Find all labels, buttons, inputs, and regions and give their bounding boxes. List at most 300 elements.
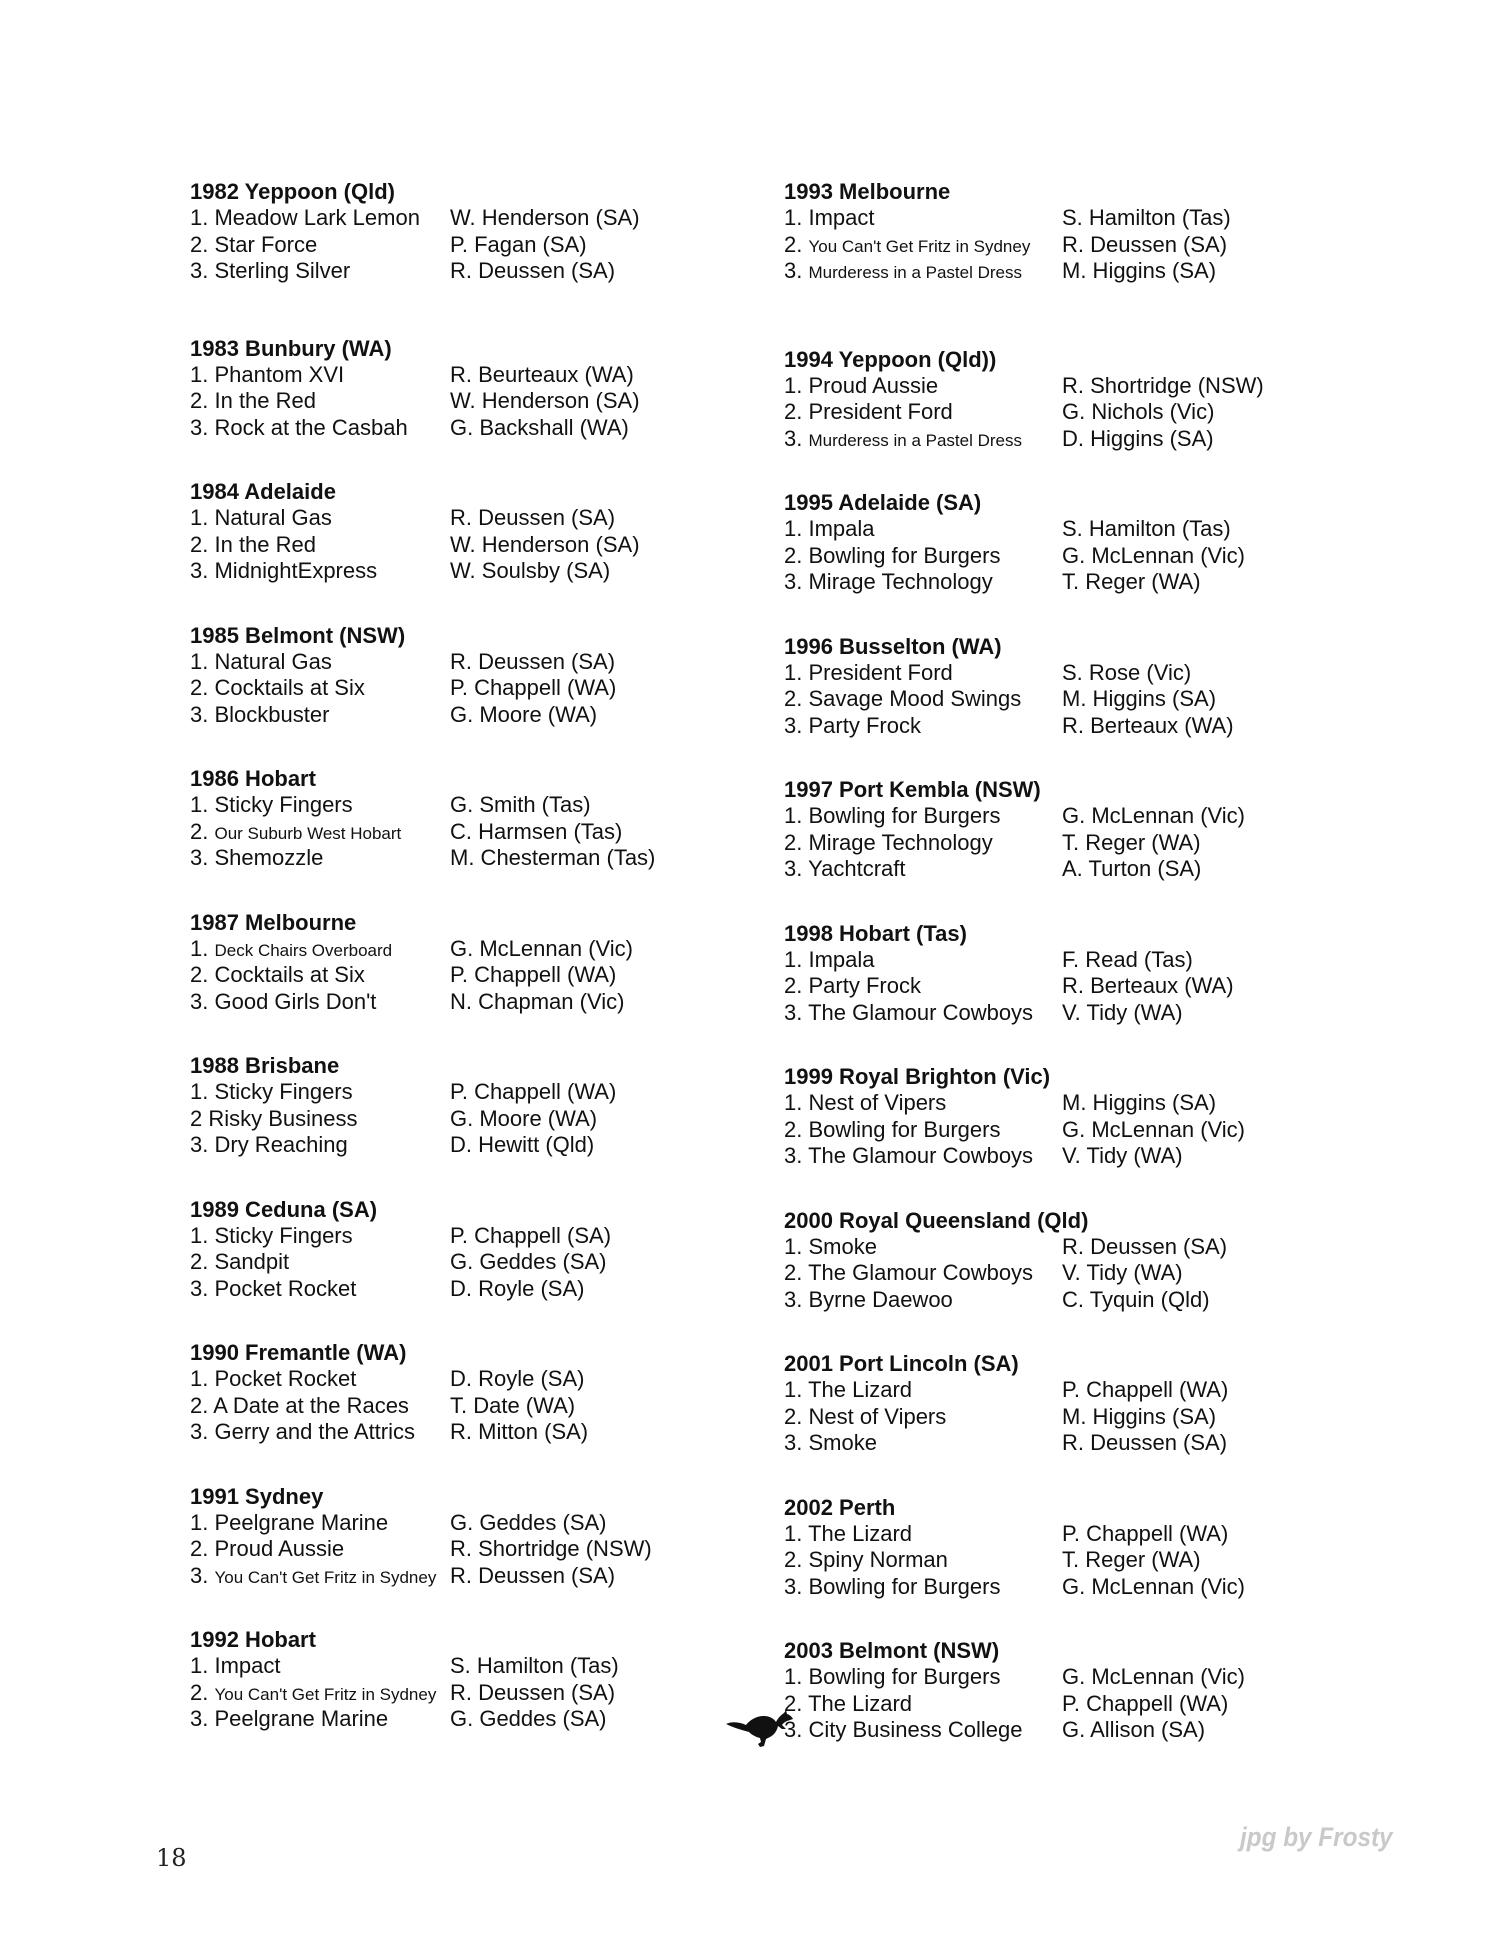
place-number: 2. [784, 1260, 803, 1285]
boat-name: The Glamour Cowboys [808, 1143, 1034, 1168]
place-number: 3. [190, 988, 209, 1014]
skipper-name: R. Berteaux (WA) [1062, 712, 1234, 738]
boat-cell [190, 1366, 450, 1393]
result-row [784, 1521, 1344, 1548]
boat-name: Nest of Vipers [808, 1090, 947, 1115]
year-heading: 1994 Yeppoon (Qld)) [784, 346, 997, 372]
credit-watermark: jpg by Frosty [1240, 1822, 1393, 1852]
boat-name: Our Suburb West Hobart [214, 823, 402, 843]
skipper-name: T. Reger (WA) [1062, 829, 1201, 855]
result-row [784, 947, 1344, 974]
boat-name: The Lizard [808, 1690, 913, 1716]
result-row [190, 1393, 750, 1420]
skipper-name: W. Henderson (SA) [450, 531, 640, 557]
boat-cell [784, 258, 1062, 285]
skipper-name: M. Higgins (SA) [1062, 686, 1217, 711]
year-block [190, 335, 750, 442]
boat-cell [784, 1430, 1062, 1457]
skipper-name: D. Higgins (SA) [1062, 425, 1214, 451]
boat-cell [784, 1117, 1062, 1144]
year-heading: 1986 Hobart [190, 766, 316, 791]
boat-name: Gerry and the Attrics [214, 1419, 416, 1444]
boat-name: Impala [808, 516, 875, 541]
result-row [190, 532, 750, 559]
boat-name: Mirage Technology [808, 829, 993, 855]
place-number: 1. [190, 505, 209, 530]
year-block [784, 920, 1344, 1027]
skipper-name: A. Turton (SA) [1062, 856, 1202, 881]
result-row [190, 1276, 750, 1303]
boat-name: Sticky Fingers [214, 1222, 353, 1248]
year-block [190, 178, 750, 285]
year-block [784, 1350, 1344, 1457]
boat-name: Proud Aussie [214, 1536, 345, 1561]
boat-name: Nest of Vipers [808, 1403, 947, 1429]
result-row [784, 399, 1344, 426]
boat-name: Party Frock [808, 712, 921, 738]
result-row [784, 803, 1344, 830]
boat-name: Pocket Rocket [214, 1366, 357, 1391]
boat-cell [190, 1393, 450, 1420]
place-number: 3. [784, 425, 803, 451]
place-number: 3. [784, 1573, 803, 1599]
boat-cell [784, 1143, 1062, 1170]
result-row [784, 1430, 1344, 1457]
boat-name: A Date at the Races [213, 1392, 409, 1418]
result-row [190, 936, 750, 963]
boat-name: Bowling for Burgers [808, 1664, 1001, 1689]
place-number: 1. [190, 1222, 209, 1248]
year-block [190, 1052, 750, 1159]
place-number: 3. [190, 258, 209, 283]
year-block [190, 909, 750, 1016]
result-row [784, 1377, 1344, 1404]
boat-name: Bowling for Burgers [808, 803, 1001, 828]
place-number: 2. [190, 962, 209, 987]
result-row [190, 989, 750, 1016]
place-number: 2. [784, 973, 803, 998]
boat-cell [784, 1260, 1062, 1287]
skipper-name: C. Tyquin (Qld) [1062, 1286, 1210, 1312]
place-number: 3. [190, 1132, 209, 1157]
place-number: 3. [190, 845, 209, 870]
skipper-name: R. Deussen (SA) [1062, 231, 1228, 257]
place-number: 3. [190, 414, 209, 440]
place-number: 3. [190, 1706, 209, 1731]
skipper-name: R. Deussen (SA) [450, 1562, 616, 1588]
skipper-name: C. Harmsen (Tas) [450, 818, 623, 844]
place-number: 2. [784, 231, 803, 257]
result-row [784, 1090, 1344, 1117]
boat-name: Mirage Technology [808, 569, 993, 594]
boat-name: Murderess in a Pastel Dress [808, 430, 1023, 450]
result-row [784, 205, 1344, 232]
boat-cell [784, 569, 1062, 596]
boat-name: The Glamour Cowboys [808, 999, 1034, 1025]
place-number: 2. [190, 1679, 209, 1705]
place-number: 3. [190, 558, 209, 583]
result-row [784, 373, 1344, 400]
year-block [784, 776, 1344, 883]
place-number: 2. [784, 1690, 803, 1716]
year-block [190, 765, 750, 872]
place-number: 1. [190, 935, 209, 961]
skipper-name: G. Geddes (SA) [450, 1509, 607, 1535]
skipper-name: D. Royle (SA) [450, 1275, 585, 1301]
place-number: 3. [784, 999, 803, 1025]
boat-cell [784, 973, 1062, 1000]
boat-cell [784, 1521, 1062, 1548]
boat-name: Natural Gas [214, 648, 332, 674]
year-heading: 1989 Ceduna (SA) [190, 1196, 378, 1222]
skipper-name: R. Deussen (SA) [450, 505, 616, 530]
skipper-name: R. Deussen (SA) [1062, 1430, 1228, 1455]
result-row [190, 388, 750, 415]
boat-name: Meadow Lark Lemon [214, 205, 420, 230]
year-heading: 1993 Melbourne [784, 179, 951, 204]
boat-cell [190, 388, 450, 415]
result-row [784, 232, 1344, 259]
skipper-name: R. Berteaux (WA) [1062, 973, 1234, 998]
year-heading: 1996 Busselton (WA) [784, 633, 1002, 659]
boat-cell [784, 947, 1062, 974]
skipper-name: G. Smith (Tas) [450, 792, 591, 817]
skipper-name: F. Read (Tas) [1062, 946, 1193, 972]
boat-name: City Business College [808, 1717, 1023, 1742]
year-heading: 1991 Sydney [190, 1483, 324, 1509]
skipper-name: G. McLennan (Vic) [1062, 803, 1246, 828]
place-number: 1. [784, 1233, 803, 1259]
year-heading: 2001 Port Lincoln (SA) [784, 1351, 1019, 1376]
boat-name: Impala [808, 946, 875, 972]
place-number: 1. [784, 1090, 803, 1115]
skipper-name: W. Henderson (SA) [450, 388, 640, 413]
boat-name: Bowling for Burgers [808, 1573, 1001, 1599]
boat-cell [784, 803, 1062, 830]
boat-name: You Can't Get Fritz in Sydney [214, 1567, 437, 1587]
boat-cell [190, 649, 450, 676]
boat-name: Murderess in a Pastel Dress [808, 263, 1023, 282]
boat-cell [190, 936, 450, 963]
boat-name: Sandpit [214, 1249, 290, 1274]
boat-name: Party Frock [808, 973, 921, 998]
skipper-name: T. Date (WA) [450, 1392, 576, 1418]
result-row [190, 1249, 750, 1276]
result-row [784, 1234, 1344, 1261]
result-row [784, 830, 1344, 857]
skipper-name: D. Hewitt (Qld) [450, 1132, 595, 1157]
result-row [190, 792, 750, 819]
result-row [784, 686, 1344, 713]
boat-name: In the Red [214, 531, 316, 557]
boat-name: You Can't Get Fritz in Sydney [808, 236, 1031, 256]
result-row [190, 1079, 750, 1106]
boat-name: Sticky Fingers [214, 792, 353, 817]
place-number: 3. [190, 1419, 209, 1444]
result-row [190, 205, 750, 232]
place-number: 2. [190, 818, 209, 844]
result-row [190, 362, 750, 389]
skipper-name: G. McLennan (Vic) [1062, 1664, 1246, 1689]
boat-name: Savage Mood Swings [808, 686, 1022, 711]
place-number: 1. [190, 1509, 209, 1535]
year-heading: 1983 Bunbury (WA) [190, 335, 392, 361]
boat-cell [190, 702, 450, 729]
boat-name: The Glamour Cowboys [808, 1260, 1034, 1285]
boat-name: The Lizard [808, 1377, 913, 1402]
skipper-name: G. Moore (WA) [450, 1105, 598, 1131]
boat-name: President Ford [808, 659, 953, 685]
year-heading: 2002 Perth [784, 1494, 896, 1520]
skipper-name: M. Higgins (SA) [1062, 1403, 1217, 1429]
left-results-column [190, 178, 750, 1770]
year-heading: 1992 Hobart [190, 1627, 316, 1652]
result-row [784, 1117, 1344, 1144]
boat-cell [784, 426, 1062, 453]
boat-cell [784, 399, 1062, 426]
boat-cell [190, 1249, 450, 1276]
result-row [190, 1132, 750, 1159]
skipper-name: S. Rose (Vic) [1062, 659, 1192, 685]
place-number: 2. [190, 388, 209, 413]
skipper-name: P. Chappell (WA) [1062, 1377, 1229, 1402]
year-block [190, 622, 750, 729]
boat-name: Risky Business [208, 1105, 358, 1131]
boat-cell [190, 1079, 450, 1106]
place-number: 2. [190, 675, 209, 700]
result-row [784, 543, 1344, 570]
boat-name: Bowling for Burgers [808, 542, 1001, 568]
year-heading: 1990 Fremantle (WA) [190, 1340, 407, 1365]
place-number: 1. [190, 205, 209, 230]
skipper-name: S. Hamilton (Tas) [450, 1653, 619, 1678]
result-row [190, 1106, 750, 1133]
skipper-name: D. Royle (SA) [450, 1366, 585, 1391]
year-block [190, 478, 750, 585]
boat-cell [190, 845, 450, 872]
skipper-name: G. McLennan (Vic) [1062, 1573, 1246, 1599]
result-row [784, 569, 1344, 596]
boat-cell [190, 532, 450, 559]
result-row [190, 1563, 750, 1590]
skipper-name: M. Chesterman (Tas) [450, 845, 656, 870]
boat-cell [190, 792, 450, 819]
boat-cell [190, 819, 450, 846]
skipper-name: N. Chapman (Vic) [450, 988, 625, 1014]
year-block [784, 178, 1344, 285]
result-row [784, 1691, 1344, 1718]
result-row [784, 856, 1344, 883]
boat-name: Sterling Silver [214, 258, 351, 283]
result-row [190, 415, 750, 442]
boat-cell [784, 232, 1062, 259]
result-row [784, 1717, 1344, 1744]
boat-cell [784, 1234, 1062, 1261]
boat-cell [784, 205, 1062, 232]
result-row [190, 1706, 750, 1733]
year-block [784, 346, 1344, 453]
result-row [190, 1510, 750, 1537]
skipper-name: S. Hamilton (Tas) [1062, 516, 1231, 541]
place-number: 2. [784, 1403, 803, 1429]
place-number: 1. [190, 1079, 209, 1104]
boat-name: Rock at the Casbah [214, 414, 408, 440]
result-row [190, 1419, 750, 1446]
boat-cell [190, 1223, 450, 1250]
boat-cell [784, 1664, 1062, 1691]
result-row [784, 426, 1344, 453]
year-heading: 1998 Hobart (Tas) [784, 920, 967, 946]
place-number: 1. [190, 1653, 209, 1678]
result-row [190, 1366, 750, 1393]
place-number: 2. [784, 829, 803, 855]
boat-name: Shemozzle [214, 845, 324, 870]
year-block [784, 1494, 1344, 1601]
skipper-name: V. Tidy (WA) [1062, 1260, 1183, 1285]
place-number: 2. [784, 686, 803, 711]
skipper-name: P. Chappell (SA) [450, 1222, 612, 1248]
boat-cell [190, 1132, 450, 1159]
skipper-name: G. Backshall (WA) [450, 414, 629, 440]
year-heading: 1999 Royal Brighton (Vic) [784, 1064, 1051, 1089]
boat-name: Peelgrane Marine [214, 1706, 389, 1731]
skipper-name: S. Hamilton (Tas) [1062, 205, 1231, 230]
result-row [190, 845, 750, 872]
result-row [784, 258, 1344, 285]
skipper-name: W. Henderson (SA) [450, 205, 640, 230]
boat-name: MidnightExpress [214, 558, 378, 583]
result-row [784, 1404, 1344, 1431]
skipper-name: R. Shortridge (NSW) [1062, 372, 1264, 398]
boat-name: Cocktails at Six [214, 962, 365, 987]
boat-name: Impact [808, 205, 875, 230]
place-number: 2. [784, 1116, 803, 1142]
result-row [784, 516, 1344, 543]
boat-cell [190, 505, 450, 532]
boat-cell [190, 205, 450, 232]
boat-name: Phantom XVI [214, 361, 345, 387]
place-number: 1. [784, 205, 803, 230]
result-row [784, 1260, 1344, 1287]
boat-name: Smoke [808, 1430, 877, 1455]
skipper-name: P. Chappell (WA) [1062, 1520, 1229, 1546]
place-number: 2. [190, 231, 209, 257]
result-row [190, 649, 750, 676]
boat-cell [784, 686, 1062, 713]
page-number: 18 [156, 1844, 187, 1872]
place-number: 1. [784, 946, 803, 972]
year-block [190, 1483, 750, 1590]
year-block [784, 489, 1344, 596]
skipper-name: G. Moore (WA) [450, 701, 598, 727]
place-number: 1. [190, 361, 209, 387]
boat-cell [784, 713, 1062, 740]
boat-cell [784, 1717, 1062, 1744]
result-row [190, 232, 750, 259]
boat-cell [784, 543, 1062, 570]
skipper-name: T. Reger (WA) [1062, 1547, 1201, 1572]
place-number: 1. [784, 516, 803, 541]
place-number: 3. [784, 1286, 803, 1312]
skipper-name: R. Deussen (SA) [450, 258, 616, 283]
skipper-name: R. Mitton (SA) [450, 1419, 589, 1444]
skipper-name: R. Deussen (SA) [450, 1679, 616, 1705]
place-number: 2. [784, 1547, 803, 1572]
skipper-name: G. Nichols (Vic) [1062, 399, 1215, 424]
boat-cell [784, 1287, 1062, 1314]
place-number: 3. [784, 712, 803, 738]
place-number: 2. [190, 1392, 209, 1418]
boat-cell [190, 962, 450, 989]
year-heading: 2000 Royal Queensland (Qld) [784, 1207, 1089, 1233]
place-number: 2. [190, 1536, 209, 1561]
boat-cell [784, 1404, 1062, 1431]
boat-name: Spiny Norman [808, 1547, 948, 1572]
result-row [190, 1653, 750, 1680]
boat-name: Pocket Rocket [214, 1275, 357, 1301]
place-number: 1. [784, 659, 803, 685]
skipper-name: G. Geddes (SA) [450, 1706, 607, 1731]
year-block [190, 1626, 750, 1733]
skipper-name: P. Chappell (WA) [1062, 1690, 1229, 1716]
boat-name: In the Red [214, 388, 316, 413]
place-number: 2. [190, 1249, 209, 1274]
skipper-name: R. Deussen (SA) [450, 648, 616, 674]
skipper-name: G. McLennan (Vic) [1062, 1116, 1246, 1142]
boat-cell [784, 660, 1062, 687]
result-row [784, 660, 1344, 687]
place-number: 1. [190, 648, 209, 674]
year-block [190, 1196, 750, 1303]
right-results-column [784, 178, 1344, 1781]
result-row [190, 558, 750, 585]
place-number: 3. [784, 258, 803, 283]
skipper-name: G. McLennan (Vic) [1062, 542, 1246, 568]
skipper-name: G. Geddes (SA) [450, 1249, 607, 1274]
boat-name: Yachtcraft [808, 856, 906, 881]
boat-name: President Ford [808, 399, 953, 424]
result-row [190, 1536, 750, 1563]
boat-cell [190, 1706, 450, 1733]
skipper-name: V. Tidy (WA) [1062, 999, 1183, 1025]
boat-cell [190, 1510, 450, 1537]
result-row [190, 819, 750, 846]
skipper-name: M. Higgins (SA) [1062, 1090, 1217, 1115]
year-heading: 2003 Belmont (NSW) [784, 1638, 1000, 1663]
boat-cell [784, 856, 1062, 883]
place-number: 2. [784, 399, 803, 424]
boat-name: Proud Aussie [808, 372, 939, 398]
boat-name: Smoke [808, 1233, 877, 1259]
boat-name: Dry Reaching [214, 1132, 348, 1157]
result-row [784, 1664, 1344, 1691]
boat-cell [784, 1574, 1062, 1601]
year-block [190, 1339, 750, 1446]
skipper-name: P. Chappell (WA) [450, 1079, 617, 1104]
year-heading: 1988 Brisbane [190, 1053, 340, 1078]
boat-cell [190, 1536, 450, 1563]
place-number: 3. [190, 1562, 209, 1588]
skipper-name: M. Higgins (SA) [1062, 258, 1217, 283]
place-number: 2 [190, 1105, 203, 1131]
year-block [784, 1063, 1344, 1170]
result-row [190, 258, 750, 285]
place-number: 3. [784, 856, 803, 881]
boat-cell [190, 675, 450, 702]
boat-cell [190, 1680, 450, 1707]
result-row [784, 1547, 1344, 1574]
skipper-name: V. Tidy (WA) [1062, 1143, 1183, 1168]
